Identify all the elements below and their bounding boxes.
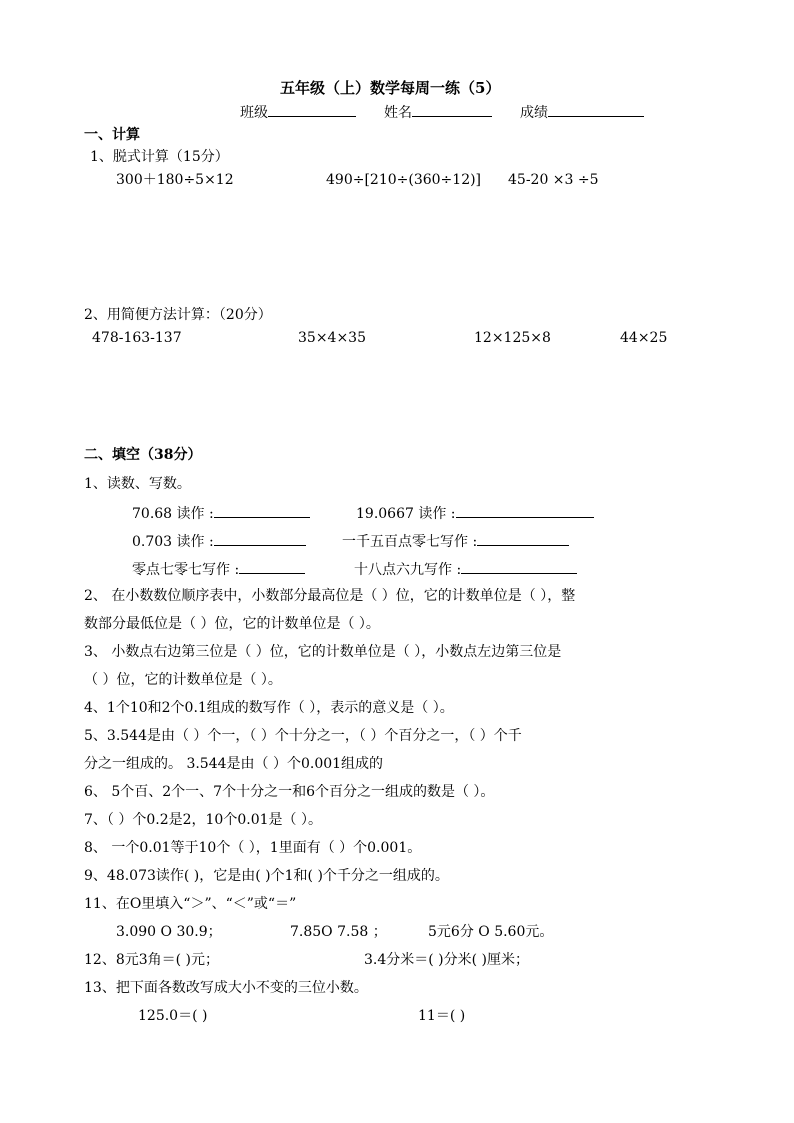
q2-expression: 478-163-137 bbox=[92, 330, 182, 346]
q2-expression: 44×25 bbox=[620, 330, 668, 346]
read-write-item: 零点七零七写作 : bbox=[132, 559, 305, 579]
question-line: 数部分最低位是（ ）位，它的计数单位是（ ）。 bbox=[84, 616, 380, 632]
q12-item: 12、8元3角＝( )元； bbox=[84, 952, 220, 968]
answer-blank[interactable] bbox=[477, 531, 569, 546]
question-line: （ ）位，它的计数单位是（ ）。 bbox=[84, 672, 282, 688]
q1-label: 1、脱式计算（15分） bbox=[90, 149, 229, 165]
s2-q1-label: 1、读数、写数。 bbox=[84, 476, 191, 492]
name-label: 姓名 bbox=[384, 105, 412, 121]
question-line: 7、（ ）个0.2是2，10个0.01是（ ）。 bbox=[84, 812, 322, 828]
question-line: 9、48.073读作( )，它是由( )个1和( )个千分之一组成的。 bbox=[84, 868, 449, 884]
worksheet-title: 五年级（上）数学每周一练（5） bbox=[280, 79, 501, 97]
question-line: 4、1个10和2个0.1组成的数写作（ ），表示的意义是（ ）。 bbox=[84, 700, 454, 716]
read-write-item: 十八点六九写作 : bbox=[354, 559, 577, 579]
score-label: 成绩 bbox=[520, 105, 548, 121]
read-write-item: 一千五百点零七写作 : bbox=[342, 531, 569, 551]
q2-expression: 35×4×35 bbox=[298, 330, 366, 346]
answer-blank[interactable] bbox=[461, 559, 577, 574]
q13-label: 13、把下面各数改写成大小不变的三位小数。 bbox=[84, 980, 368, 996]
q12-item: 3.4分米＝( )分米( )厘米； bbox=[364, 952, 530, 968]
compare-item: 5元6分 O 5.60元。 bbox=[428, 924, 554, 940]
read-write-item: 19.0667 读作 : bbox=[356, 503, 594, 523]
score-field bbox=[520, 102, 644, 122]
section2-heading: 二、填空（38分） bbox=[84, 447, 202, 463]
answer-blank[interactable] bbox=[214, 531, 306, 546]
class-label: 班级 bbox=[240, 105, 268, 121]
q13-item: 11＝( ) bbox=[418, 1008, 466, 1024]
score-blank[interactable] bbox=[548, 102, 644, 117]
read-write-item: 0.703 读作 : bbox=[132, 531, 306, 551]
question-line: 3、 小数点右边第三位是（ ）位，它的计数单位是（ ），小数点左边第三位是 bbox=[84, 644, 562, 660]
read-write-item: 70.68 读作 : bbox=[132, 503, 310, 523]
class-field bbox=[240, 102, 356, 122]
name-field bbox=[384, 102, 492, 122]
answer-blank[interactable] bbox=[239, 559, 305, 574]
question-line: 6、 5个百、2个一、7个十分之一和6个百分之一组成的数是（ ）。 bbox=[84, 784, 495, 800]
compare-item: 3.090 O 30.9； bbox=[116, 924, 222, 940]
q1-expression: 490÷[210÷(360÷12)] bbox=[326, 172, 482, 188]
class-blank[interactable] bbox=[268, 102, 356, 117]
question-line: 分之一组成的。 3.544是由（ ）个0.001组成的 bbox=[84, 756, 384, 772]
compare-item: 7.85O 7.58 ； bbox=[290, 924, 387, 940]
answer-blank[interactable] bbox=[214, 503, 310, 518]
q1-expression: 45-20 ×3 ÷5 bbox=[508, 172, 599, 188]
question-line: 5、3.544是由（ ）个一，（ ）个十分之一，（ ）个百分之一，（ ）个千 bbox=[84, 728, 522, 744]
question-line: 2、 在小数数位顺序表中，小数部分最高位是（ ）位，它的计数单位是（ ），整 bbox=[84, 588, 576, 604]
q2-expression: 12×125×8 bbox=[474, 330, 551, 346]
q1-expression: 300＋180÷5×12 bbox=[116, 172, 234, 188]
answer-blank[interactable] bbox=[456, 503, 594, 518]
section1-heading: 一、计算 bbox=[84, 127, 140, 143]
q2-label: 2、用简便方法计算：（20分） bbox=[84, 307, 272, 323]
name-blank[interactable] bbox=[412, 102, 492, 117]
question-line: 11、在O里填入“＞”、“＜”或“＝” bbox=[84, 896, 297, 912]
question-line: 8、 一个0.01等于10个（ ），1里面有（ ）个0.001。 bbox=[84, 840, 422, 856]
q13-item: 125.0＝( ) bbox=[138, 1008, 208, 1024]
